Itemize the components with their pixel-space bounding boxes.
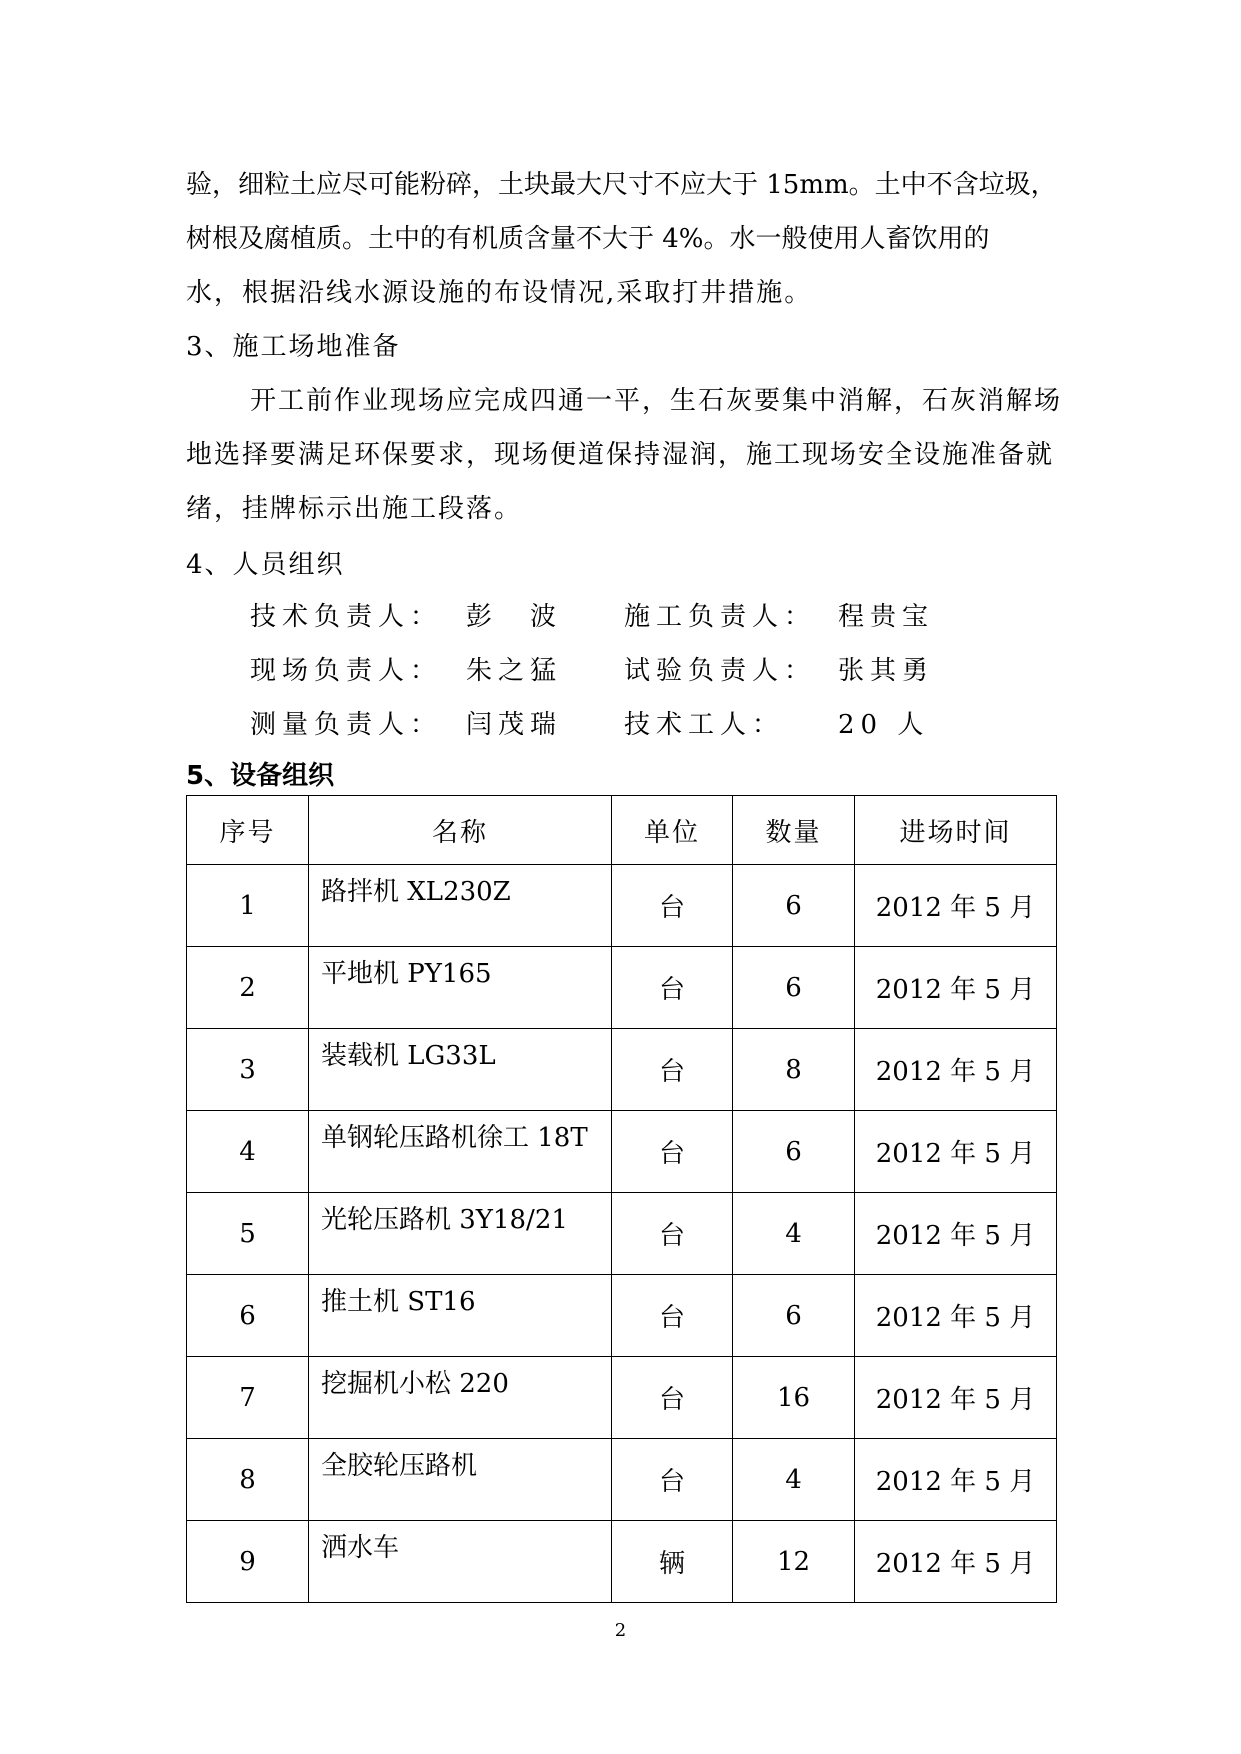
line-text: 绪，挂牌标示出施工段落。 bbox=[186, 494, 523, 524]
paragraph-line bbox=[186, 218, 1086, 255]
section-4-heading: 4、人员组织 bbox=[186, 550, 345, 580]
cell-qty: 6 bbox=[733, 1111, 855, 1193]
paragraph-line bbox=[186, 272, 812, 309]
person-name: 彭 波 bbox=[466, 602, 563, 632]
role-label: 测量负责人： bbox=[250, 710, 443, 740]
cell-no: 6 bbox=[187, 1275, 309, 1357]
role-label: 技术工人： bbox=[624, 710, 785, 740]
column-header-no: 序号 bbox=[187, 796, 309, 865]
table-row bbox=[187, 1357, 1057, 1439]
cell-date: 2012 年 5 月 bbox=[855, 947, 1057, 1029]
cell-date: 2012 年 5 月 bbox=[855, 1357, 1057, 1439]
cell-qty: 8 bbox=[733, 1029, 855, 1111]
cell-date: 2012 年 5 月 bbox=[855, 865, 1057, 947]
cell-no: 1 bbox=[187, 865, 309, 947]
cell-date: 2012 年 5 月 bbox=[855, 1193, 1057, 1275]
cell-date: 2012 年 5 月 bbox=[855, 1275, 1057, 1357]
cell-qty: 12 bbox=[733, 1521, 855, 1603]
cell-unit: 台 bbox=[612, 1357, 733, 1439]
table-row bbox=[187, 1521, 1057, 1603]
column-header-name: 名称 bbox=[309, 796, 612, 865]
cell-name: 装载机 LG33L bbox=[309, 1029, 612, 1111]
column-header-qty: 数量 bbox=[733, 796, 855, 865]
cell-name: 推土机 ST16 bbox=[309, 1275, 612, 1357]
cell-qty: 6 bbox=[733, 947, 855, 1029]
cell-qty: 16 bbox=[733, 1357, 855, 1439]
cell-unit: 台 bbox=[612, 1111, 733, 1193]
cell-name: 光轮压路机 3Y18/21 bbox=[309, 1193, 612, 1275]
table-row bbox=[187, 865, 1057, 947]
cell-date: 2012 年 5 月 bbox=[855, 1111, 1057, 1193]
cell-qty: 4 bbox=[733, 1193, 855, 1275]
cell-date: 2012 年 5 月 bbox=[855, 1029, 1057, 1111]
role-label: 现场负责人： bbox=[250, 656, 443, 686]
line-text: 验，细粒土应尽可能粉碎，土块最大尺寸不应大于 15mm。土中不含垃圾， bbox=[186, 170, 1057, 200]
table-row bbox=[187, 947, 1057, 1029]
line-text: 开工前作业现场应完成四通一平，生石灰要集中消解，石灰消解场 bbox=[250, 386, 1063, 416]
table-row bbox=[187, 1193, 1057, 1275]
cell-unit: 台 bbox=[612, 1029, 733, 1111]
personnel-row bbox=[250, 704, 442, 741]
table-row bbox=[187, 1275, 1057, 1357]
column-header-unit: 单位 bbox=[612, 796, 733, 865]
cell-no: 4 bbox=[187, 1111, 309, 1193]
table-header-row bbox=[187, 796, 1057, 865]
cell-name: 路拌机 XL230Z bbox=[309, 865, 612, 947]
table-row bbox=[187, 1029, 1057, 1111]
cell-no: 3 bbox=[187, 1029, 309, 1111]
paragraph-line bbox=[250, 380, 1062, 417]
cell-unit: 台 bbox=[612, 1439, 733, 1521]
page-number: 2 bbox=[614, 1620, 627, 1641]
cell-qty: 6 bbox=[733, 1275, 855, 1357]
person-name: 程贵宝 bbox=[838, 602, 935, 632]
table-row bbox=[187, 1111, 1057, 1193]
equipment-table bbox=[186, 795, 1057, 1603]
paragraph-line bbox=[186, 164, 1086, 201]
cell-unit: 台 bbox=[612, 1275, 733, 1357]
cell-qty: 6 bbox=[733, 865, 855, 947]
section-3-heading: 3、施工场地准备 bbox=[186, 332, 401, 362]
cell-name: 洒水车 bbox=[309, 1521, 612, 1603]
paragraph-line bbox=[186, 488, 522, 525]
table-row bbox=[187, 1439, 1057, 1521]
cell-name: 单钢轮压路机徐工 18T bbox=[309, 1111, 612, 1193]
cell-name: 平地机 PY165 bbox=[309, 947, 612, 1029]
cell-unit: 辆 bbox=[612, 1521, 733, 1603]
line-text: 水，根据沿线水源设施的布设情况,采取打井措施。 bbox=[186, 278, 813, 308]
role-label: 试验负责人： bbox=[624, 656, 817, 686]
paragraph-line bbox=[186, 434, 1054, 471]
cell-no: 8 bbox=[187, 1439, 309, 1521]
cell-unit: 台 bbox=[612, 947, 733, 1029]
worker-count: 20 人 bbox=[838, 710, 930, 740]
cell-no: 2 bbox=[187, 947, 309, 1029]
cell-unit: 台 bbox=[612, 865, 733, 947]
cell-date: 2012 年 5 月 bbox=[855, 1521, 1057, 1603]
cell-unit: 台 bbox=[612, 1193, 733, 1275]
personnel-row bbox=[250, 650, 442, 687]
personnel-row bbox=[250, 596, 442, 633]
person-name: 朱之猛 bbox=[466, 656, 563, 686]
cell-no: 7 bbox=[187, 1357, 309, 1439]
cell-date: 2012 年 5 月 bbox=[855, 1439, 1057, 1521]
cell-name: 挖掘机小松 220 bbox=[309, 1357, 612, 1439]
cell-no: 5 bbox=[187, 1193, 309, 1275]
person-name: 闫茂瑞 bbox=[466, 710, 563, 740]
cell-qty: 4 bbox=[733, 1439, 855, 1521]
cell-no: 9 bbox=[187, 1521, 309, 1603]
role-label: 施工负责人： bbox=[624, 602, 817, 632]
role-label: 技术负责人： bbox=[250, 602, 443, 632]
line-text: 树根及腐植质。土中的有机质含量不大于 4%。水一般使用人畜饮用的 bbox=[186, 224, 990, 254]
section-5-heading: 5、设备组织 bbox=[186, 761, 335, 791]
person-name: 张其勇 bbox=[838, 656, 935, 686]
column-header-date: 进场时间 bbox=[855, 796, 1057, 865]
cell-name: 全胶轮压路机 bbox=[309, 1439, 612, 1521]
line-text: 地选择要满足环保要求，现场便道保持湿润，施工现场安全设施准备就 bbox=[186, 440, 1055, 470]
